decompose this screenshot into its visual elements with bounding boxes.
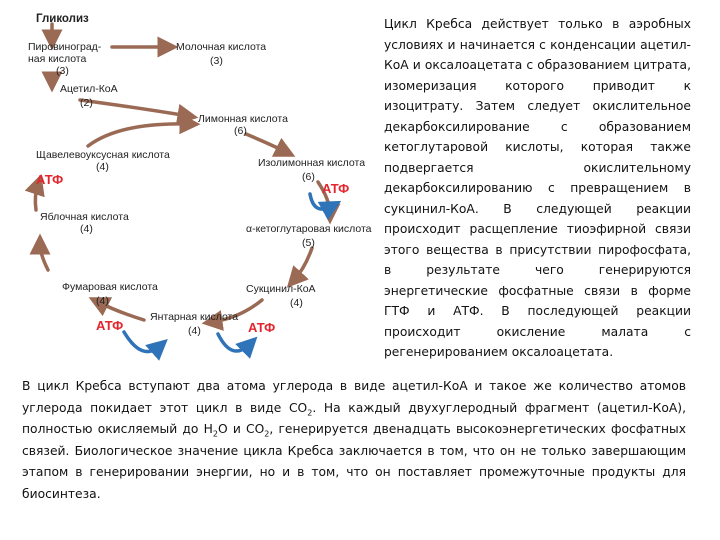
label-isocitric: Изолимонная кислота [258,157,366,169]
label-fumaric-num: (4) [96,295,109,307]
label-succinic: Янтарная кислота [150,311,239,323]
arrow-fumaric-malic [40,244,48,270]
label-pyruvate-1: Пировиноград- [28,41,102,53]
arrow-citric-isocitric [246,134,286,152]
subscript-co2-b: 2 [264,429,270,439]
side-paragraph: Цикл Кребса действует только в аэробных условиях и начинается с конденсации ацетил-КоА и оксалоацетата с образованием цитрата, изомеризация которого приводит к изоцитрату. Затем следует окислительное декарбоксилирование с образованием кетоглутаровой кислоты, которая также подвергается окислительному декарбоксилированию с превращением в сукцинил-КоА. В следующей реакции происходит расщепление тиоэфирной связи этого вещества в присутствии пирофосфата, в результате чего генерируются энергетические фосфатные связи в форме ГТФ и АТФ. В последующей реакции происходит окисление малата с регенерированием оксалоацетата. [384,17,691,359]
label-lactic-num: (3) [210,55,223,67]
atp-loop-bottom-left [124,332,160,352]
bottom-paragraph [22,376,686,505]
atp-label-left: АТФ [36,172,64,187]
label-fumaric: Фумаровая кислота [62,281,158,293]
label-citric: Лимонная кислота [198,113,288,125]
label-ketoglutaric: α-кетоглутаровая кислота [246,223,372,235]
bottom-text-part2: . На каждый двухуглеродный фрагмент (ацетил-КоА), полностью окисляемый до H [22,400,686,436]
label-pyruvate-num: (3) [56,65,69,77]
label-ketoglutaric-num: (5) [302,237,315,249]
label-citric-num: (6) [234,125,247,137]
atp-loop-bottom-right [218,334,250,351]
label-lactic: Молочная кислота [176,41,267,53]
arrow-oxaloacetic-citric [88,124,190,146]
label-pyruvate-2: ная кислота [28,53,87,65]
bottom-text-part3: O и CO [217,422,265,436]
label-succinic-num: (4) [188,325,201,337]
atp-label-right: АТФ [322,181,350,196]
label-isocitric-num: (6) [302,171,315,183]
label-malic: Яблочная кислота [40,211,129,223]
label-succinyl: Сукцинил-КоА [246,283,316,295]
label-acetyl: Ацетил-КоА [60,83,118,95]
label-glycolysis: Гликолиз [36,13,89,25]
arrow-acetyl-citric [80,100,188,116]
atp-label-bottom-left: АТФ [96,318,124,333]
subscript-co2-a: 2 [307,407,313,417]
label-oxaloacetic-num: (4) [96,161,109,173]
label-acetyl-num: (2) [80,97,93,109]
label-malic-num: (4) [80,223,93,235]
arrow-ketoglutaric-succinyl [294,248,312,280]
label-oxaloacetic: Щавелевоуксусная кислота [36,149,170,161]
bottom-text-part4: , генерируется двенадцать высокоэнергетических фосфатных связей. Биологическое значение цикла Кребса заключается в том, что он не только завершающим этапом в генерировании энергии, но и в том, что он поставляет промежуточные продукты для биосинтеза. [22,422,687,501]
atp-label-bottom-right: АТФ [248,320,276,335]
label-succinyl-num: (4) [290,297,303,309]
bottom-text-part1: В цикл Кребса вступают два атома углерода в виде ацетил-КоА и такое же количество атомов углерода покидает этот цикл в виде CO [22,379,686,415]
arrow-malic-oxaloacetic [35,184,38,210]
subscript-h2: 2 [212,429,218,439]
krebs-cycle-diagram [0,0,375,365]
